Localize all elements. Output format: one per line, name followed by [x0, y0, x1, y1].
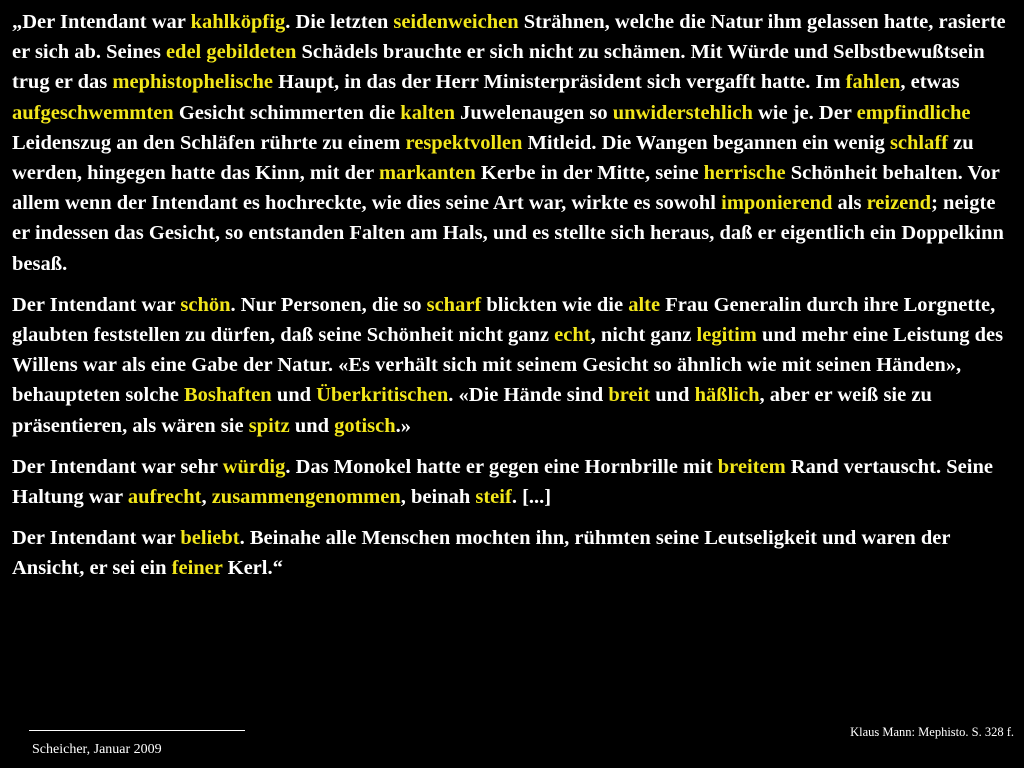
- highlighted-word: kahlköpfig: [190, 11, 286, 33]
- text-run: wie je. Der: [752, 101, 857, 124]
- highlighted-word: seidenweichen: [393, 11, 519, 33]
- footer-author-date: Scheicher, Januar 2009: [32, 742, 162, 757]
- highlighted-word: würdig: [222, 455, 286, 478]
- paragraph-4: [12, 523, 1016, 583]
- footer-source-citation: Klaus Mann: Mephisto. S. 328 f.: [850, 725, 1014, 739]
- text-run: Schädels brauchte er sich nicht zu schämen. Mit Würde und Selbstbewußtsein trug er das: [12, 41, 985, 94]
- text-run: Gesicht schimmerten die: [173, 101, 401, 124]
- highlighted-word: spitz: [248, 414, 290, 437]
- text-run: und: [271, 384, 317, 407]
- highlighted-word: edel gebildeten: [165, 41, 297, 64]
- text-run: Juwelenaugen so: [454, 101, 613, 124]
- highlighted-word: legitim: [696, 324, 757, 347]
- highlighted-word: mephistophelische: [112, 71, 274, 94]
- highlighted-word: imponierend: [721, 192, 833, 215]
- text-run: Der Intendant war sehr: [12, 455, 223, 478]
- paragraph-3: [12, 452, 1016, 512]
- text-run: , nicht ganz: [590, 324, 697, 347]
- highlighted-word: gotisch: [334, 414, 396, 437]
- text-run: Kerl.“: [222, 557, 283, 580]
- text-run: und mehr eine Leistung des Willens war als eine Gabe der Natur. «Es verhält sich mit seinem Gesicht so ähnlich wie mit seinen Händen», behaupteten solche: [12, 324, 1004, 407]
- text-run: , aber er weiß sie zu präsentieren, als wären sie: [12, 384, 932, 437]
- text-run: ,: [201, 486, 212, 509]
- paragraph-2: [12, 290, 1016, 441]
- text-run: als: [832, 192, 867, 215]
- text-run: . Beinahe alle Menschen mochten ihn, rühmten seine Leutseligkeit und waren der Ansicht, er sei ein: [12, 527, 951, 580]
- highlighted-word: echt: [554, 324, 591, 347]
- highlighted-word: respektvollen: [405, 131, 523, 154]
- text-run: und: [650, 384, 695, 407]
- quote-text: [12, 7, 1016, 595]
- text-run: . Nur Personen, die so: [230, 293, 427, 316]
- text-run: Mitleid. Die Wangen begannen ein wenig: [522, 131, 890, 154]
- highlighted-word: Boshaften: [183, 384, 272, 407]
- highlighted-word: steif: [475, 486, 512, 509]
- text-run: Leidenszug an den Schläfen rührte zu einem: [12, 131, 406, 154]
- text-run: , etwas: [900, 71, 960, 94]
- highlighted-word: unwiderstehlich: [612, 101, 753, 124]
- highlighted-word: zusammengenommen: [211, 486, 401, 509]
- highlighted-word: kalten: [400, 101, 455, 124]
- text-run: Haupt, in das der Herr Ministerpräsident sich vergafft hatte. Im: [273, 71, 846, 94]
- highlighted-word: aufgeschwemmten: [12, 101, 174, 124]
- highlighted-word: beliebt: [180, 527, 240, 550]
- text-run: Der Intendant war: [12, 527, 181, 550]
- text-run: , beinah: [400, 486, 476, 509]
- text-run: Frau Generalin durch ihre Lorgnette, glaubten feststellen zu dürfen, daß seine Schönheit nicht ganz: [12, 293, 996, 347]
- text-run: zu werden, hingegen hatte das Kinn, mit der: [12, 131, 974, 185]
- paragraph-1: [12, 7, 1016, 279]
- text-run: .»: [395, 414, 412, 437]
- text-run: . Das Monokel hatte er gegen eine Hornbrille mit: [285, 455, 718, 478]
- highlighted-word: schlaff: [889, 131, 949, 154]
- highlighted-word: Überkritischen: [316, 384, 449, 407]
- text-run: „Der Intendant war: [12, 11, 191, 33]
- highlighted-word: reizend: [866, 192, 932, 215]
- highlighted-word: fahlen: [845, 71, 901, 94]
- highlighted-word: alte: [628, 293, 661, 316]
- text-run: Der Intendant war: [12, 293, 181, 316]
- text-run: ; neigte er indessen das Gesicht, so entstanden Falten am Hals, und es stellte sich heraus, daß er eigentlich ein Doppelkinn besaß.: [12, 192, 1004, 275]
- footer-divider: [29, 730, 245, 731]
- text-run: blickten wie die: [481, 293, 629, 316]
- text-run: Schönheit behalten. Vor allem wenn der Intendant es hochreckte, wie dies seine Art war, wirkte es sowohl: [12, 162, 1000, 215]
- highlighted-word: breitem: [717, 455, 786, 478]
- highlighted-word: schön: [180, 293, 231, 316]
- text-run: und: [289, 414, 335, 437]
- highlighted-word: empfindliche: [856, 101, 971, 124]
- text-run: Kerbe in der Mitte, seine: [475, 162, 704, 185]
- highlighted-word: breit: [608, 384, 651, 407]
- highlighted-word: scharf: [426, 293, 482, 316]
- highlighted-word: aufrecht: [127, 486, 202, 509]
- highlighted-word: herrische: [703, 162, 786, 185]
- text-run: Strähnen, welche die Natur ihm gelassen hatte, rasierte er sich ab. Seines: [12, 11, 1006, 64]
- text-run: . [...]: [511, 486, 552, 509]
- highlighted-word: feiner: [171, 557, 223, 580]
- text-run: Rand vertauscht. Seine Haltung war: [12, 455, 993, 509]
- highlighted-word: häßlich: [694, 384, 760, 407]
- text-run: . «Die Hände sind: [448, 384, 609, 407]
- highlighted-word: markanten: [378, 162, 476, 185]
- text-run: . Die letzten: [285, 11, 394, 33]
